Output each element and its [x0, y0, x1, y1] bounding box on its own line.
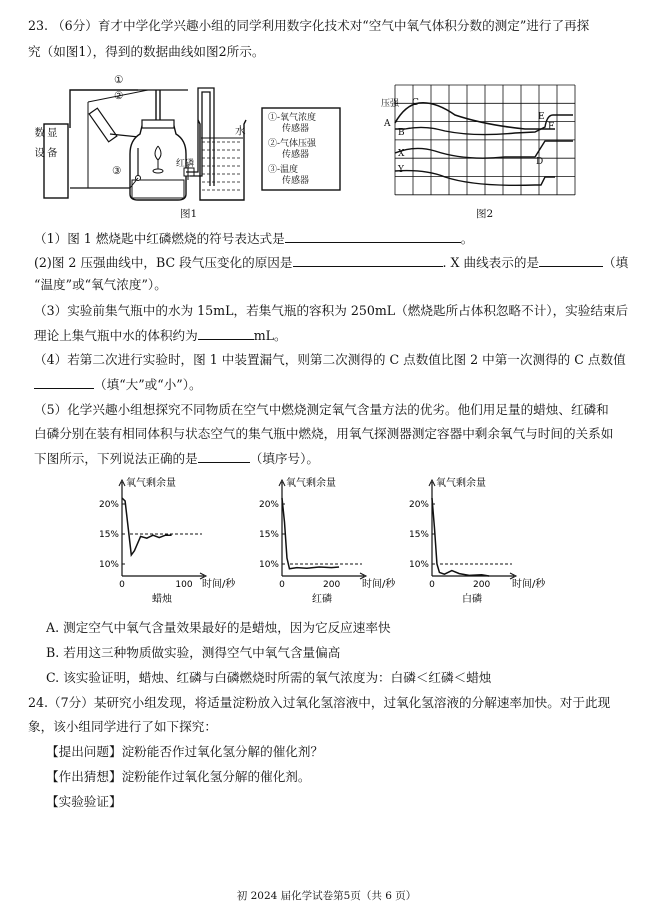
legend-item-3 — [268, 165, 309, 187]
legend-num: ① — [268, 113, 278, 123]
x-axis-label: 时间/秒 — [362, 579, 396, 590]
water-label: 水 — [235, 125, 246, 137]
chart-title: 红磷 — [312, 594, 332, 605]
sub5-text-b: （填序号）。 — [249, 451, 319, 466]
answer-blank-3[interactable] — [198, 326, 254, 340]
figure2-grid — [395, 85, 575, 200]
figure1-caption: 图1 — [180, 208, 198, 220]
sub2-text-c: （填 — [603, 255, 629, 270]
answer-blank-1[interactable] — [285, 229, 461, 243]
x-tick-label: 100 — [175, 580, 193, 590]
legend-line1: -氧气浓度 — [277, 113, 317, 123]
chart-title: 蜡烛 — [152, 594, 172, 605]
q24-verify: 【实验验证】 — [46, 794, 122, 809]
x-tick-label: 0 — [119, 580, 125, 590]
y-tick-label: 20% — [98, 500, 119, 510]
sub2-text-b: . X 曲线表示的是 — [442, 255, 540, 270]
fig2-point-C: C — [412, 98, 419, 108]
fig2-point-F: F — [548, 122, 555, 132]
sub4-line2 — [34, 375, 202, 393]
fig2-pressure-label: 压强 — [381, 99, 400, 109]
sub3-text-a: 理论上集气瓶中水的体积约为 — [34, 328, 198, 343]
y-axis-label: 氧气剩余量 — [126, 478, 176, 489]
display-device-label: 数显设备 — [34, 127, 60, 159]
y-tick-label: 10% — [258, 560, 279, 570]
q24-question: 【提出问题】淀粉能否作过氧化氢分解的催化剂？ — [46, 744, 324, 759]
series-line — [282, 498, 339, 569]
legend-line1: -温度 — [277, 165, 299, 175]
sub1-text: （1）图 1 燃烧匙中红磷燃烧的符号表达式是 — [34, 231, 285, 246]
legend-line1: -气体压强 — [277, 139, 317, 149]
x-tick-label: 200 — [473, 580, 491, 590]
chart-candle — [90, 474, 240, 605]
sub5-line2: 白磷分别在装有相同体积与状态空气的集气瓶中燃烧，用氧气探测器测定容器中剩余氧气与时间的关系如 — [34, 426, 614, 441]
chart-red-phosphorus — [250, 474, 400, 605]
sub5-text-a: 下图所示，下列说法正确的是 — [34, 451, 198, 466]
legend-item-2 — [268, 139, 316, 161]
x-axis-label: 时间/秒 — [202, 579, 236, 590]
legend-item-1 — [268, 113, 316, 135]
sub5-line1: （5）化学兴趣小组想探究不同物质在空气中燃烧测定氧气含量方法的优劣。他们用足量的蜡烛、红磷和 — [34, 402, 609, 417]
marker-3: ③ — [112, 165, 122, 177]
chart-title: 白磷 — [462, 594, 482, 605]
sub4-text: （填“大”或“小”）。 — [94, 377, 202, 392]
marker-2: ② — [114, 90, 124, 102]
fig2-point-X: X — [398, 149, 405, 159]
option-A: A. 测定空气中氧气含量效果最好的是蜡烛，因为它反应速率快 — [46, 620, 391, 635]
sub3-line2 — [34, 326, 287, 344]
q23-line2: 究（如图1），得到的数据曲线如图2所示。 — [28, 44, 265, 59]
answer-blank-4[interactable] — [34, 375, 94, 389]
fig2-point-E: E — [538, 112, 545, 122]
sub3-line1: （3）实验前集气瓶中的水为 15mL，若集气瓶的容积为 250mL（燃烧匙所占体积忽略不计），实验结束后 — [34, 303, 629, 318]
sub2 — [34, 253, 628, 271]
option-C: C. 该实验证明，蜡烛、红磷与白磷燃烧时所需的氧气浓度为：白磷＜红磷＜蜡烛 — [46, 670, 492, 685]
y-tick-label: 15% — [408, 530, 429, 540]
answer-blank-5[interactable] — [198, 449, 250, 463]
x-tick-label: 0 — [429, 580, 435, 590]
x-axis-label: 时间/秒 — [512, 579, 546, 590]
sub1 — [34, 229, 473, 247]
y-axis-label: 氧气剩余量 — [286, 478, 336, 489]
option-B: B. 若用这三种物质做实验，测得空气中氧气含量偏高 — [46, 645, 341, 660]
page-footer: 初 2024 届化学试卷第5页（共 6 页） — [236, 890, 417, 902]
answer-blank-2a[interactable] — [293, 253, 443, 267]
q24-line1: 24.（7分）某研究小组发现，将适量淀粉放入过氧化氢溶液中，过氧化氢溶液的分解速率加快。对于此现 — [28, 695, 611, 710]
sub5-line3 — [34, 449, 319, 467]
figure2-caption: 图2 — [476, 208, 494, 220]
fig2-point-A: A — [384, 119, 391, 129]
fig2-point-B: B — [398, 128, 405, 138]
sub4-line1: （4）若第二次进行实验时，图 1 中装置漏气，则第二次测得的 C 点数值比图 2 中第一次测得的 C 点数值 — [34, 352, 626, 367]
legend-line2: 传感器 — [282, 150, 310, 160]
series-line — [122, 498, 172, 555]
y-tick-label: 15% — [98, 530, 119, 540]
figure1-apparatus — [38, 68, 368, 218]
sub2-text-a: (2)图 2 压强曲线中，BC 段气压变化的原因是 — [34, 255, 293, 270]
phosphorus-label: 红磷 — [176, 159, 195, 169]
y-tick-label: 15% — [258, 530, 279, 540]
sub2-line2: “温度”或“氧气浓度”）。 — [34, 277, 167, 292]
q24-line2: 象，该小组同学进行了如下探究： — [28, 719, 217, 734]
answer-blank-2b[interactable] — [539, 253, 603, 267]
x-tick-label: 200 — [323, 580, 341, 590]
q24-hypothesis: 【作出猜想】淀粉能作过氧化氢分解的催化剂。 — [46, 769, 311, 784]
legend-num: ③ — [268, 165, 278, 175]
fig2-point-D: D — [536, 157, 544, 167]
y-tick-label: 20% — [408, 500, 429, 510]
y-axis-label: 氧气剩余量 — [436, 478, 486, 489]
y-tick-label: 10% — [98, 560, 119, 570]
y-tick-label: 20% — [258, 500, 279, 510]
sub1-end: 。 — [460, 231, 474, 246]
legend-line2: 传感器 — [282, 124, 310, 134]
chart-white-phosphorus — [400, 474, 550, 605]
legend-line2: 传感器 — [282, 176, 310, 186]
legend-num: ② — [268, 139, 278, 149]
sub3-text-b: mL。 — [253, 328, 287, 343]
q23-line1: 23. （6分）育才中学化学兴趣小组的同学利用数字化技术对“空气中氧气体积分数的测定”进行了再探 — [28, 18, 590, 33]
y-tick-label: 10% — [408, 560, 429, 570]
fig2-point-Y: Y — [398, 165, 404, 175]
x-tick-label: 0 — [279, 580, 285, 590]
marker-1: ① — [114, 74, 124, 86]
